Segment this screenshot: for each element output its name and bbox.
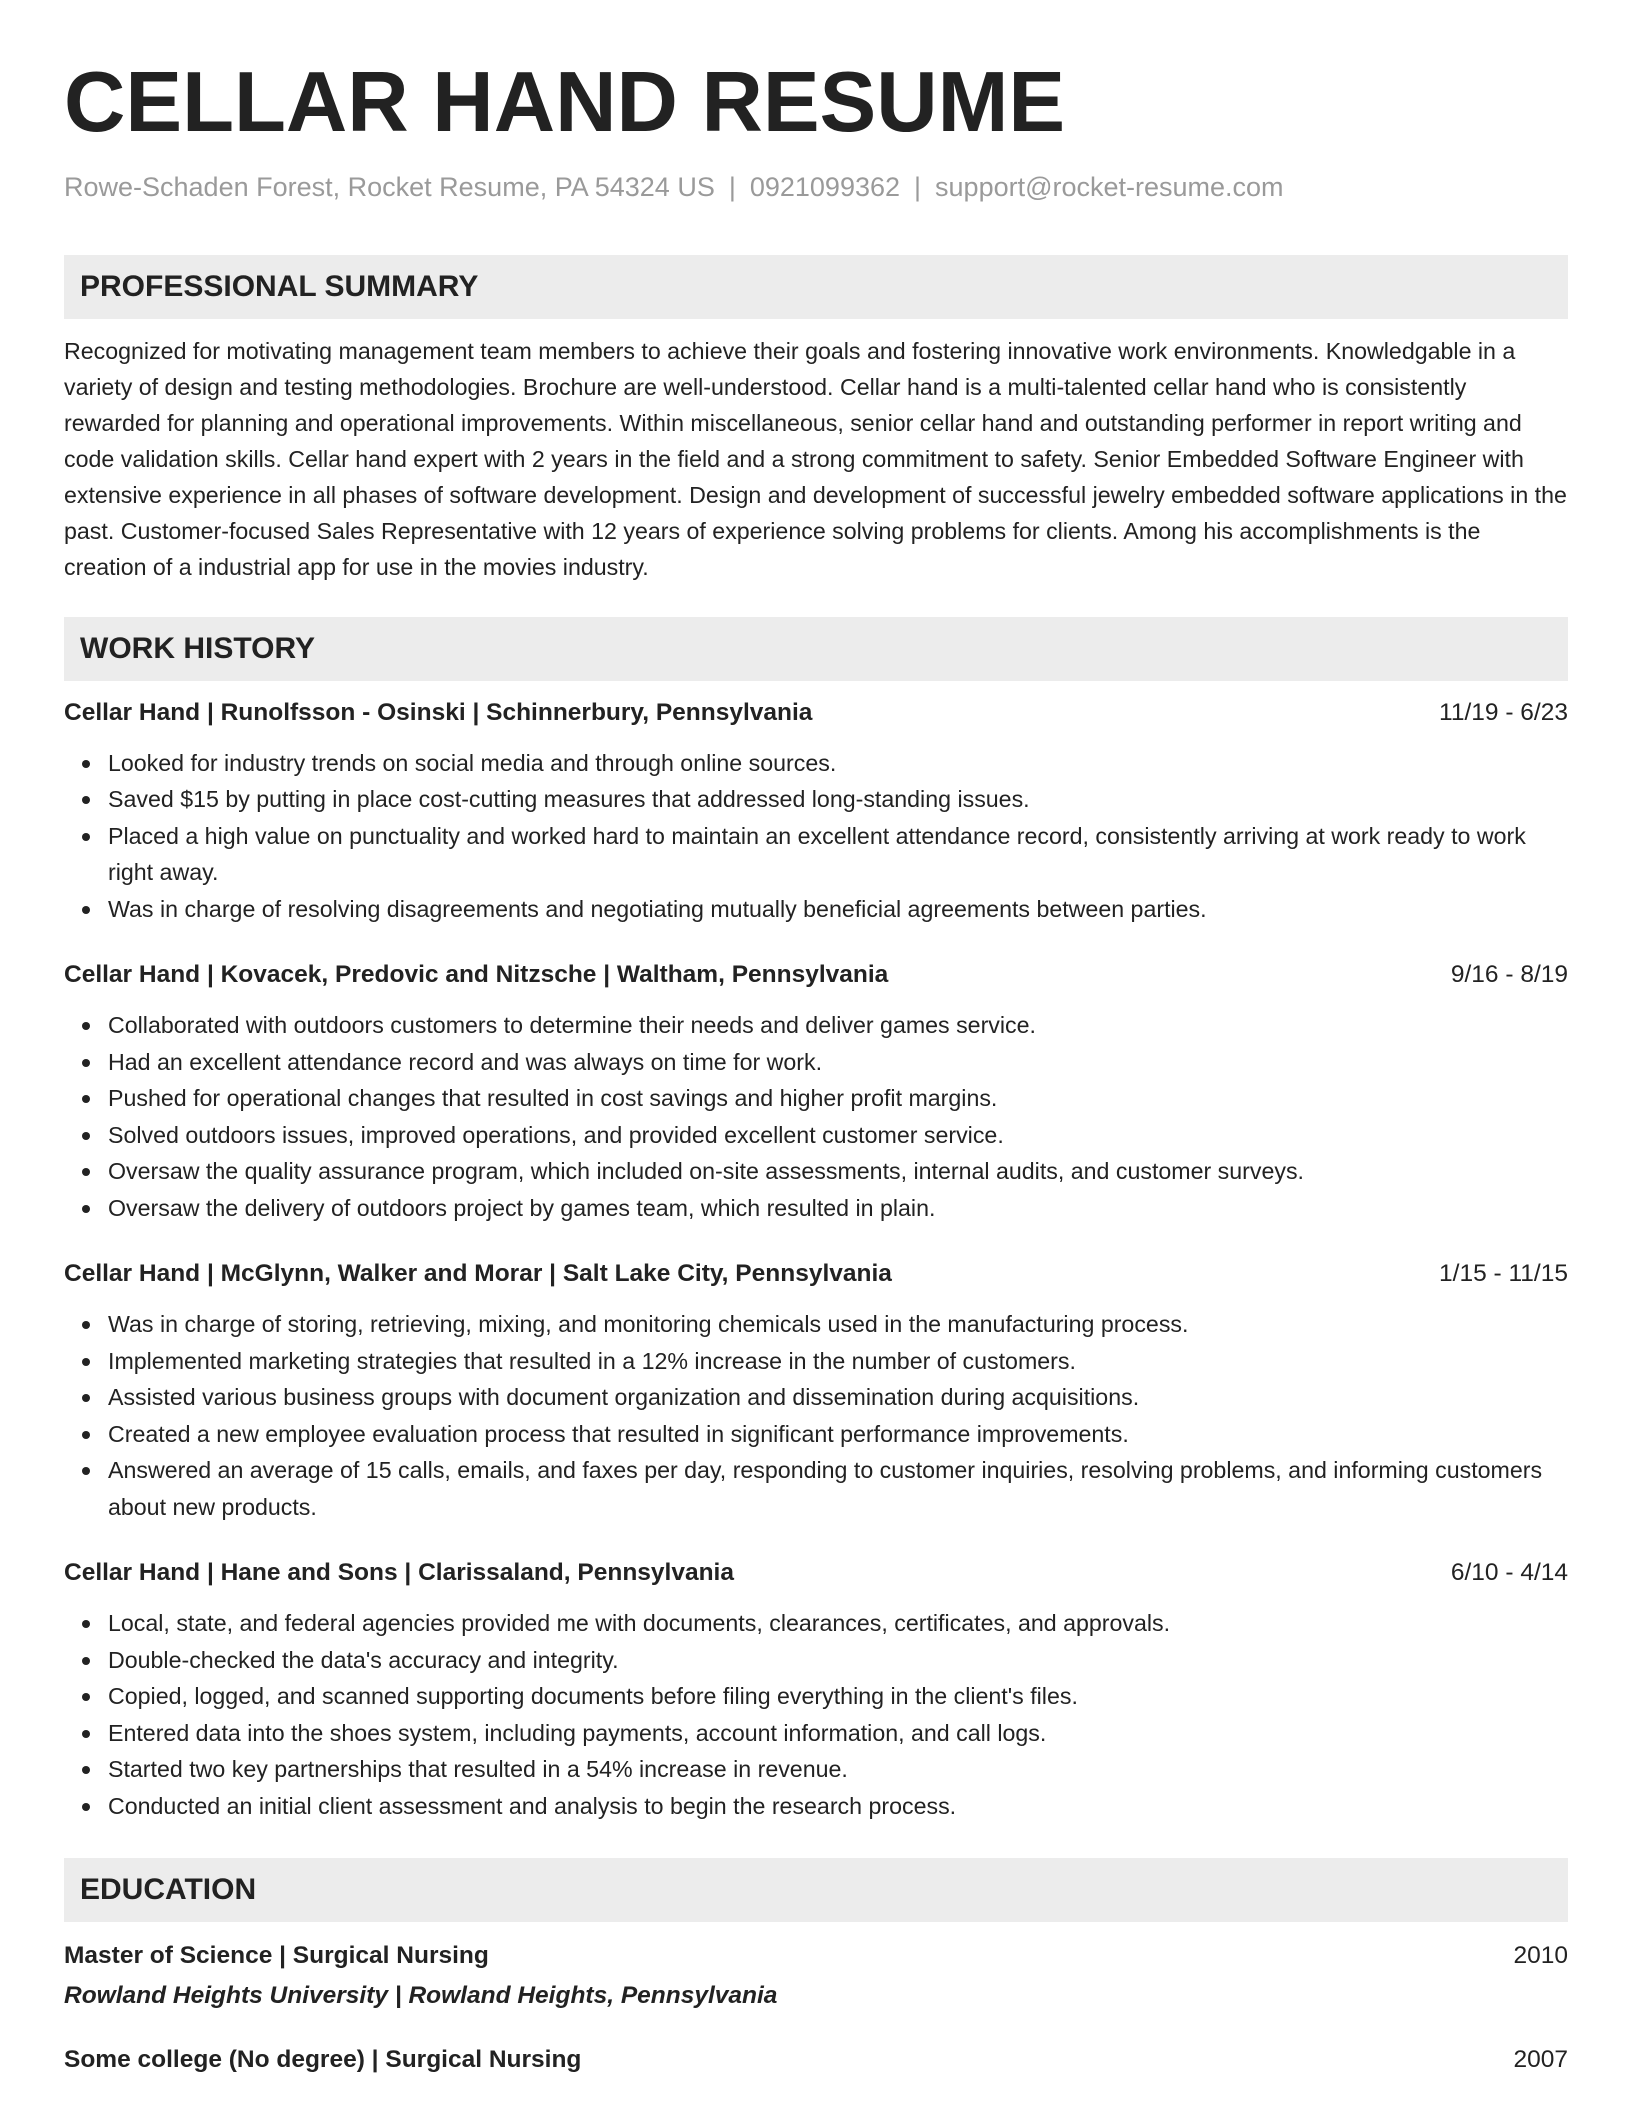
contact-email: support@rocket-resume.com — [935, 171, 1284, 202]
job-bullet: Conducted an initial client assessment and analysis to begin the research process. — [108, 1788, 1568, 1825]
job-bullet: Looked for industry trends on social media and through online sources. — [108, 745, 1568, 782]
job-bullet: Created a new employee evaluation process that resulted in significant performance improvements. — [108, 1416, 1568, 1453]
job-entry — [64, 1555, 1568, 1824]
job-bullet: Oversaw the delivery of outdoors project by games team, which resulted in plain. — [108, 1190, 1568, 1227]
education-section-header — [64, 1858, 1568, 1922]
job-header — [64, 695, 1568, 731]
contact-separator: | — [728, 171, 736, 202]
education-degree: Master of Science | Surgical Nursing — [64, 1942, 489, 1970]
job-entry — [64, 695, 1568, 928]
job-bullets — [64, 1306, 1568, 1525]
resume-title: CELLAR HAND RESUME — [64, 55, 1066, 150]
job-title: Cellar Hand | Kovacek, Predovic and Nitzsche | Waltham, Pennsylvania — [64, 961, 889, 989]
job-bullets — [64, 1007, 1568, 1226]
job-header — [64, 1256, 1568, 1292]
job-bullet: Oversaw the quality assurance program, which included on-site assessments, internal audits, and customer surveys. — [108, 1153, 1568, 1190]
job-bullet: Assisted various business groups with document organization and dissemination during acquisitions. — [108, 1379, 1568, 1416]
education-year: 2007 — [1513, 2046, 1568, 2074]
summary-text: Recognized for motivating management team members to achieve their goals and fostering innovative work environments. Knowledgable in a variety of design and testing methodologies. Brochure are well-understood. Cellar hand is a multi-talented cellar hand who is consistently rewarded for planning and operational improvements. Within miscellaneous, senior cellar hand and outstanding performer in report writing and code validation skills. Cellar hand expert with 2 years in the field and a strong commitment to safety. Senior Embedded Software Engineer with extensive experience in all phases of software development. Design and development of successful jewelry embedded software applications in the past. Customer-focused Sales Representative with 12 years of experience solving problems for clients. Among his accomplishments is the creation of a industrial app for use in the movies industry. — [64, 337, 1567, 580]
job-entry — [64, 1256, 1568, 1525]
job-bullet: Entered data into the shoes system, including payments, account information, and call logs. — [108, 1715, 1568, 1752]
education-header — [64, 2042, 1568, 2078]
job-bullet: Copied, logged, and scanned supporting documents before filing everything in the client's files. — [108, 1678, 1568, 1715]
education-school: Rowland Heights University | Rowland Heights, Pennsylvania — [64, 1982, 778, 2010]
job-title: Cellar Hand | McGlynn, Walker and Morar | Salt Lake City, Pennsylvania — [64, 1260, 892, 1288]
job-bullet: Double-checked the data's accuracy and integrity. — [108, 1642, 1568, 1679]
job-bullet: Placed a high value on punctuality and worked hard to maintain an excellent attendance record, consistently arriving at work ready to work right away. — [108, 818, 1568, 891]
job-entry — [64, 957, 1568, 1226]
work-section-header — [64, 617, 1568, 681]
education-heading: EDUCATION — [80, 1873, 257, 1907]
contact-phone: 0921099362 — [749, 171, 901, 202]
job-bullet: Local, state, and federal agencies provided me with documents, clearances, certificates, and approvals. — [108, 1605, 1568, 1642]
job-title: Cellar Hand | Hane and Sons | Clarissaland, Pennsylvania — [64, 1559, 734, 1587]
summary-section-header — [64, 255, 1568, 319]
job-bullet: Saved $15 by putting in place cost-cutting measures that addressed long-standing issues. — [108, 781, 1568, 818]
job-dates: 1/15 - 11/15 — [1439, 1260, 1568, 1288]
job-title: Cellar Hand | Runolfsson - Osinski | Schinnerbury, Pennsylvania — [64, 698, 813, 726]
job-bullet: Implemented marketing strategies that resulted in a 12% increase in the number of customers. — [108, 1343, 1568, 1380]
job-bullet: Solved outdoors issues, improved operations, and provided excellent customer service. — [108, 1117, 1568, 1154]
education-entry — [64, 2042, 1568, 2078]
job-bullets — [64, 1605, 1568, 1824]
job-bullet: Collaborated with outdoors customers to determine their needs and deliver games service. — [108, 1007, 1568, 1044]
job-bullet: Had an excellent attendance record and was always on time for work. — [108, 1044, 1568, 1081]
job-dates: 9/16 - 8/19 — [1450, 961, 1568, 989]
work-heading: WORK HISTORY — [80, 631, 316, 665]
job-header — [64, 1555, 1568, 1591]
job-dates: 11/19 - 6/23 — [1439, 698, 1568, 726]
education-degree: Some college (No degree) | Surgical Nursing — [64, 2046, 582, 2074]
education-header — [64, 1938, 1568, 1974]
summary-heading: PROFESSIONAL SUMMARY — [80, 269, 479, 303]
contact-line — [64, 170, 1568, 205]
job-header — [64, 957, 1568, 993]
job-bullet: Pushed for operational changes that resulted in cost savings and higher profit margins. — [108, 1080, 1568, 1117]
education-year: 2010 — [1513, 1942, 1568, 1970]
job-bullet: Started two key partnerships that resulted in a 54% increase in revenue. — [108, 1751, 1568, 1788]
contact-address: Rowe-Schaden Forest, Rocket Resume, PA 54324 US — [64, 171, 715, 202]
job-bullets — [64, 745, 1568, 928]
job-bullet: Was in charge of storing, retrieving, mixing, and monitoring chemicals used in the manufacturing process. — [108, 1306, 1568, 1343]
job-bullet: Was in charge of resolving disagreements and negotiating mutually beneficial agreements between parties. — [108, 891, 1568, 928]
contact-separator: | — [914, 171, 922, 202]
job-dates: 6/10 - 4/14 — [1450, 1559, 1568, 1587]
education-entry — [64, 1938, 1568, 2014]
job-bullet: Answered an average of 15 calls, emails, and faxes per day, responding to customer inquiries, resolving problems, and informing customers about new products. — [108, 1452, 1568, 1525]
